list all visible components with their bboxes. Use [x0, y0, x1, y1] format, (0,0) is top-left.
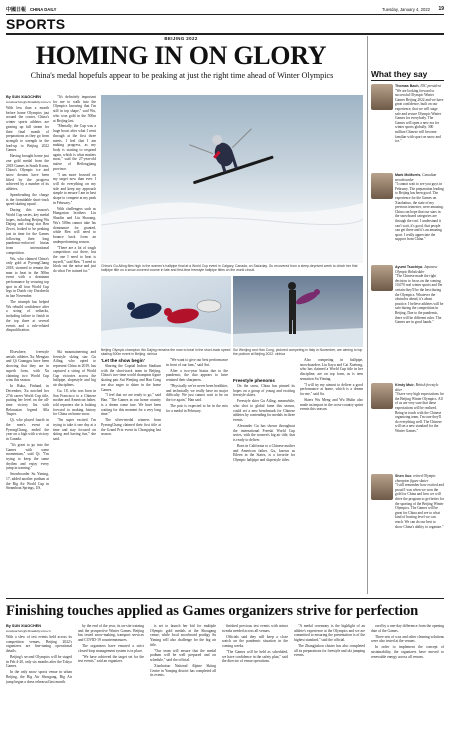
bottom-column-2: by the end of the year, its on-site training and the prospective Winter Games. Beijing has tested snow-making, transport services and COVID-19 countermeasures. The organizers have ensured a strict closed-loop management system is in place. "We have achieved the target set for the test events," said an organizer. [78, 624, 144, 664]
bottom-column-5: "A medal ceremony is the highlight of an athlete's experience at the Olympics and we are committed to ensuring the presentation is of the highest standard," said the official. The Zhangjiakou cluster has also completed all its preparations for freestyle and ski jumping events. [294, 624, 365, 658]
sidebar-title-rule [371, 80, 444, 81]
photo-speed-skating-caption: Beijing Olympic champion Wu Dajing remains the man to beat in the short-track speed skating 500m event in Beijing. xinhua [101, 348, 231, 357]
quote-shen-xue: Shen Xue, retired Olympic champion figure skater "I still remember how excited and proud I was when we won the gold for China and how we will drive the program to get better for the sporting of the Beijing Winter Olympics. The Games will be great for China and see to what kind of hosting level we can reach. We can do our best to show China's ability to organize." [395, 474, 444, 529]
main-headline: HOMING IN ON GLORY [35, 41, 327, 70]
photo-skier [101, 95, 363, 263]
quote-ayumi-tsuchiya: Ayumi Tsuchiya, Japanese Olympic Bobsledder "The Chinese made the right decision to focus on the coming 10,070 real winter sports and I'm certain they'll be the best during the Olympics. Whatever the obstacles ahead, it's about practice. I believe athletes will be safe during the competition in Beijing. Due to the pandemic, there will be different rules. The Games are in good hands." [395, 265, 444, 325]
photo-pair-skating [233, 276, 363, 347]
quote-thomas-bach: Thomas Bach, IOC president "We are looking forward to successful Olympic Winter Games Beijing 2022 and we have great confidence, built on our experience, that we will stage safe and secure Olympic Winter Games for everybody. The Games will open a new era for winter sports globally. 300 million Chinese will become familiar with sport on snow and ice." [395, 84, 444, 144]
masthead [6, 6, 444, 14]
skier-illustration [101, 95, 363, 263]
quote-mark-mcmorris: Mark McMorris, Canadian snowboarder "I cannot wait to see you guys in February. The preparation leading to Beijing has been good. The experience for the Games on Xiaohaituo, the state of my previous trimester, were amazing. China can hope that our stars in the snowboard categories are through the roof. I understand it can't wait, it's good, that people can get there and it's an amazing sport. I really appreciate the support from China." [395, 173, 444, 242]
byline: By SUN XIAOCHEN [6, 95, 42, 99]
quote-kirsty-muir: Kirsty Muir, British freestyle skier "I have very high expectations for the Beijing Winter Olympics. All of us are very sure that these expectations will be realized. Being in touch with the Chinese organizing team, I'm sure they'll do everything well. The Chinese will set a new standard for the Winter Games." [395, 383, 444, 433]
article-column-2: "It's definitely important for me to walk into the Olympics knowing that I'm still in top shape," said Wu, who won gold in the 500m at Beijing last. "Mentally, the Cup was a huge boost after what I went through at the first three meets. I feel that I am making progress, as my body is starting to respond again, which is what matters most," said the 27-year-old native of Heilongjiang province. "I am more focused on my target now than ever. I will do everything on my side and keep my approach simple to ensure I am in best shape to compete at my peak in February." With challengers such as Hungarian brothers Liu Shaolin and Liu Shaoang, Wu's 500m cannot take his dominance for granted, while Ren will need to bounce back from an underperforming season. "There are a lot of tough competitors out there, but the one I need to beat is myself," said Ren. "I need to block out the noise and just do what I've trained for." [53, 95, 96, 274]
topic-tag: BEIJING 2022 [164, 36, 198, 41]
bottom-column-6: ored by a one-day difference from the opening date of the Games. Three sets of wax and other cleaning solutions were also tested at the venues. In order to implement the concept of sustainability, the organizers have moved to renewable energy across all venues. [371, 624, 444, 659]
masthead-rule [6, 14, 444, 15]
bottom-column-1: With a slew of test events held across its competition venues, Beijing 2022's organizers are fine-tuning operational details. Beijing's second Olympics will be staged in Feb 4-20, only six months after the Tokyo Games. In the only snow sports venue in urban Beijing, the Big Air Shougang, Big Air jump began a dress rehearsal last month. [6, 635, 72, 684]
bottom-column-4: finished previous test events with minor tweaks needed across all venues. Officials said they will keep a close watch on the pandemic situation in the coming weeks. "The Games will be held as scheduled, we have confidence in the safety plan," said the director of venue operations. [222, 624, 288, 664]
section-label: SPORTS [6, 16, 66, 32]
article-column-1: With less than a month before home Olympics just around the corner, China's winter sports athletes are gearing up full steam for their final month of preparations as they go from strength to strength in the lead-up to Beijing 2022 Games. Having brought home just one gold medal from the 2018 Games in South Korea, China's Olympic ice and snow dreams have been lifted by the progress achieved by a number of its athletes. Spearheading the charge is the formidable short-track speed skating squad. During this season's World Cup series, key medal hopes, including Beijing Wu Dajing and rising star Ren Ziwei, looked to be peaking just in time for the Games following their long pandemic-enforced hiatus from international competition. Wu, who claimed China's only gold at PyeongChang 2018, stormed to remain the man to beat in the 500m event with a dominant performance by securing top spot in all four World Cup legs in Dutch city Dordrecht in late November. The triumph has helped Wu rebuild confidence after a string of setbacks, including failure to finish in the top three at several events and a rule-related disqualification. [6, 106, 49, 333]
bottom-byline-email: sunxiaochen@chinadaily.com.cn [6, 629, 51, 633]
sidebar-divider [367, 36, 368, 594]
masthead-logo: 中國日報 [6, 8, 27, 13]
masthead-date: Tuesday, January 4, 2022 [382, 6, 430, 12]
subheading-show-begin: 'Let the show begin' [101, 358, 145, 363]
bottom-story-rule [6, 598, 444, 599]
article-column-7: On the snow, China has pinned its hopes on a group of young and exciting freestyle skiers. Freestyle skier Gu Ailing, meanwhile, who shot to global fame this season, could set a new benchmark for Chinese athletes by contending for medals in three events. Alexander Gu has shown throughout the international Freeski World Cup series, with the women's big air title, that is ready to deliver. Born in California to a Chinese mother and American father, Gu, known as Eileen in the States, is a favorite for Olympic halfpipe and slopestyle titles. [233, 384, 295, 463]
photo-pair-skating-caption: Sui Wenjing and Han Cong, pictured competing in Italy in November, are aiming to top the podium at Beijing 2022. xinhua [233, 348, 363, 357]
article-column-8: Also competing in halfpipe, snowboarders Liu Jiayu and Cai Xuetong, who has claimed a World Cup title in her discipline, are on top form, as is teen sensation Su Yiming. "I will try my utmost to deliver a good performance at home, which is a dream for me," said Su. Skiers Wu Meng and Wu Mulin also made an impact in the cross-country sprint events this season. [300, 358, 363, 412]
photo-speed-skating [101, 276, 231, 347]
article-column-5: Sharing the Capital Indoor Stadium with the short-track team in Beijing, China's two-time world champion figure skating pair Sui Wenjing and Han Cong are also eager to shine in the home Games. "I feel that we are ready to go," said Han. "The Games in our home country is a dream come true. We have been waiting for this moment for a very long time." The silver-medal winners from PyeongChang claimed their first title at the Grand Prix event in Chongqing last season. [101, 364, 161, 437]
article-column-6: "We want to give our best performance in front of our fans," said Sui. After a two-year hiatus due to the pandemic, the duo appears to have retained their sharpness. "Physically we've never been healthier, and technically we really have no major difficulty. We just cannot wait to be on the ice again," Han said. The pair is expected to be in the mix for a medal in February. [166, 358, 228, 413]
bottom-headline: Finishing touches applied as Games organizers strive for perfection [6, 603, 419, 619]
main-deck: China's medal hopefuls appear to be peaking at just the right time ahead of Winter Olympics [30, 71, 334, 80]
byline-email: sunxiaochen@chinadaily.com.cn [6, 100, 51, 104]
bottom-byline: By SUN XIAOCHEN [6, 624, 42, 628]
subheading-freestyle: Freestyle phenoms [233, 378, 275, 383]
photo-skier-caption: China's Gu Ailing flies high in the women's halfpipe final at a World Cup event in Calgary, Canada, on Saturday. Gu recovered from a sleep-deprived week to clinch her first halfpipe title on a snow-covered course in late and first-time freestyle halfpipe titles on the world circuit. [101, 264, 358, 273]
article-column-3: Elsewhere, freestyle aerials athletes Xu Mengtao and Qi Guangpu have been showing that they are in superb form, with Xu claiming two World Cup wins this season. In Ruka, Finland, in December, Xu notched her 27th career World Cup title, putting her level on the all-time victory list with Belarusian legend Alla Tsuper. Qi, who placed fourth in the men's event at PyeongChang, ended the year on a high with a victory in Canada. "It's great to go into the Games with some momentum," said Qi. "I'm trying to keep the same rhythm and enjoy every jump in training." Snowboarder Su Yiming, 17, added another podium at the Big Air World Cup in Steamboat Springs, US. [6, 350, 49, 491]
section-rule [6, 33, 444, 35]
masthead-paper-name: CHINA DAILY [30, 6, 57, 12]
sidebar-title: What they say [371, 69, 428, 79]
bottom-column-3: is set to launch her bid for multiple Olympic gold medals at the Shougang venue, while local snowboard prodigy Su Yiming will also challenge for the big air title. "Our team will ensure that the medal podium will be well prepared and on schedule," said the official. Xiaohaituo National Alpine Skiing Centre in Yanqing district has completed all its events. [150, 624, 216, 678]
page-number: 19 [438, 6, 444, 12]
article-column-4: Ski mountaineering and freestyle skiing star Gu Ailing, who opted to represent China in 2019, has captured a string of World Cup victories across the halfpipe, slopestyle and big air disciplines. Gu, 18, who was born in San Francisco to a Chinese mother and American father, told reporters she is looking forward to making history for China on home snow. "I'm super excited. I'm trying to take it one day at a time and stay focused on skiing and having fun," she said. [53, 350, 96, 442]
